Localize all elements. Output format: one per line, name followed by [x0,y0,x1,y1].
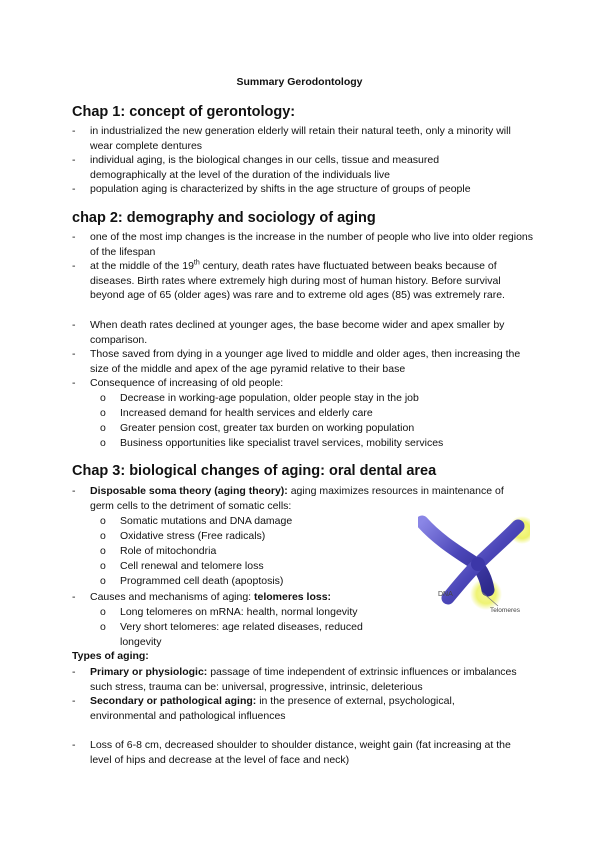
dash-bullet: - [72,377,76,389]
dash-bullet: - [72,319,76,331]
dash-bullet: - [72,348,76,360]
chap2-item-2: - at the middle of the 19th century, death rates have fluctuated between beaks because of diseases. Birth rates where extremely high during most of human history. Before survival beyond age of 65 (older ages) was rare and to extreme old ages (85) was extremely rare. [72,259,505,302]
soma-item-4: o Cell renewal and telomere loss [100,560,264,572]
dash-bullet: - [72,485,76,497]
chapter-1-heading: Chap 1: concept of gerontology: [72,104,296,120]
consequence-item-2: o Increased demand for health services and elderly care [100,407,373,419]
secondary-aging-item: - Secondary or pathological aging: in the presence of external, psychological, environmental and pathological influences [72,695,455,722]
consequence-item-3: o Greater pension cost, greater tax burden on working population [100,422,415,434]
dash-bullet: - [72,125,76,137]
soma-item-5: o Programmed cell death (apoptosis) [100,575,284,587]
chromosome-illustration [418,512,530,622]
chap2-item-4: - Those saved from dying in a younger age lived to middle and older ages, then increasing the size of the middle and apex of the age pyramid relative to their base [72,348,521,375]
chap1-item-1: - in industrialized the new generation elderly will retain their natural teeth, only a minority will wear complete dentures [72,125,511,152]
chapter-3-heading: Chap 3: biological changes of aging: oral dental area [72,463,437,479]
telomeres-item: - Causes and mechanisms of aging: telomeres loss: [72,591,332,603]
chap2-item-3: - When death rates declined at younger ages, the base become wider and apex smaller by comparison. [72,319,505,346]
chap2-item-1: - one of the most imp changes is the increase in the number of people who live into older regions of the lifespan [72,231,534,258]
telomere-item-1: o Long telomeres on mRNA: health, normal longevity [100,606,358,618]
loss-item: - Loss of 6-8 cm, decreased shoulder to shoulder distance, weight gain (fat increasing at the level of hips and decrease at the level of face and neck) [72,739,511,766]
document-title: Summary Gerodontology [236,76,363,88]
consequence-item-1: o Decrease in working-age population, older people stay in the job [100,392,419,404]
dash-bullet: - [72,591,76,603]
dash-bullet: - [72,739,76,751]
consequence-item-4: o Business opportunities like specialist travel services, mobility services [100,437,444,449]
soma-item-1: o Somatic mutations and DNA damage [100,515,293,527]
dna-label: DNA [438,591,453,598]
chap1-item-3: - population aging is characterized by shifts in the age structure of groups of people [72,183,471,195]
chapter-2-heading: chap 2: demography and sociology of aging [72,210,376,226]
chap1-item-2: - individual aging, is the biological changes in our cells, tissue and measured demographically at the level of the duration of the individuals live [72,154,440,181]
soma-theory-item: - Disposable soma theory (aging theory): aging maximizes resources in maintenance of germ cells to the detriment of somatic cells: [72,485,504,512]
chap2-item-5: - Consequence of increasing of old people: [72,377,284,389]
dash-bullet: - [72,695,76,707]
dash-bullet: - [72,666,76,678]
soma-item-2: o Oxidative stress (Free radicals) [100,530,266,542]
dash-bullet: - [72,231,76,243]
primary-aging-item: - Primary or physiologic: passage of time independent of extrinsic influences or imbalances such stress, trauma can be: universal, progressive, intrinsic, deleterious [72,666,517,693]
soma-item-3: o Role of mitochondria [100,545,217,557]
telomeres-label: Telomeres [490,607,520,614]
chromosome-telomere-figure [418,512,530,622]
dash-bullet: - [72,183,76,195]
centromere [471,557,485,571]
types-of-aging-heading: Types of aging: [72,650,149,662]
dash-bullet: - [72,260,76,272]
dash-bullet: - [72,154,76,166]
telomere-item-2: o Very short telomeres: age related diseases, reduced longevity [100,621,363,648]
